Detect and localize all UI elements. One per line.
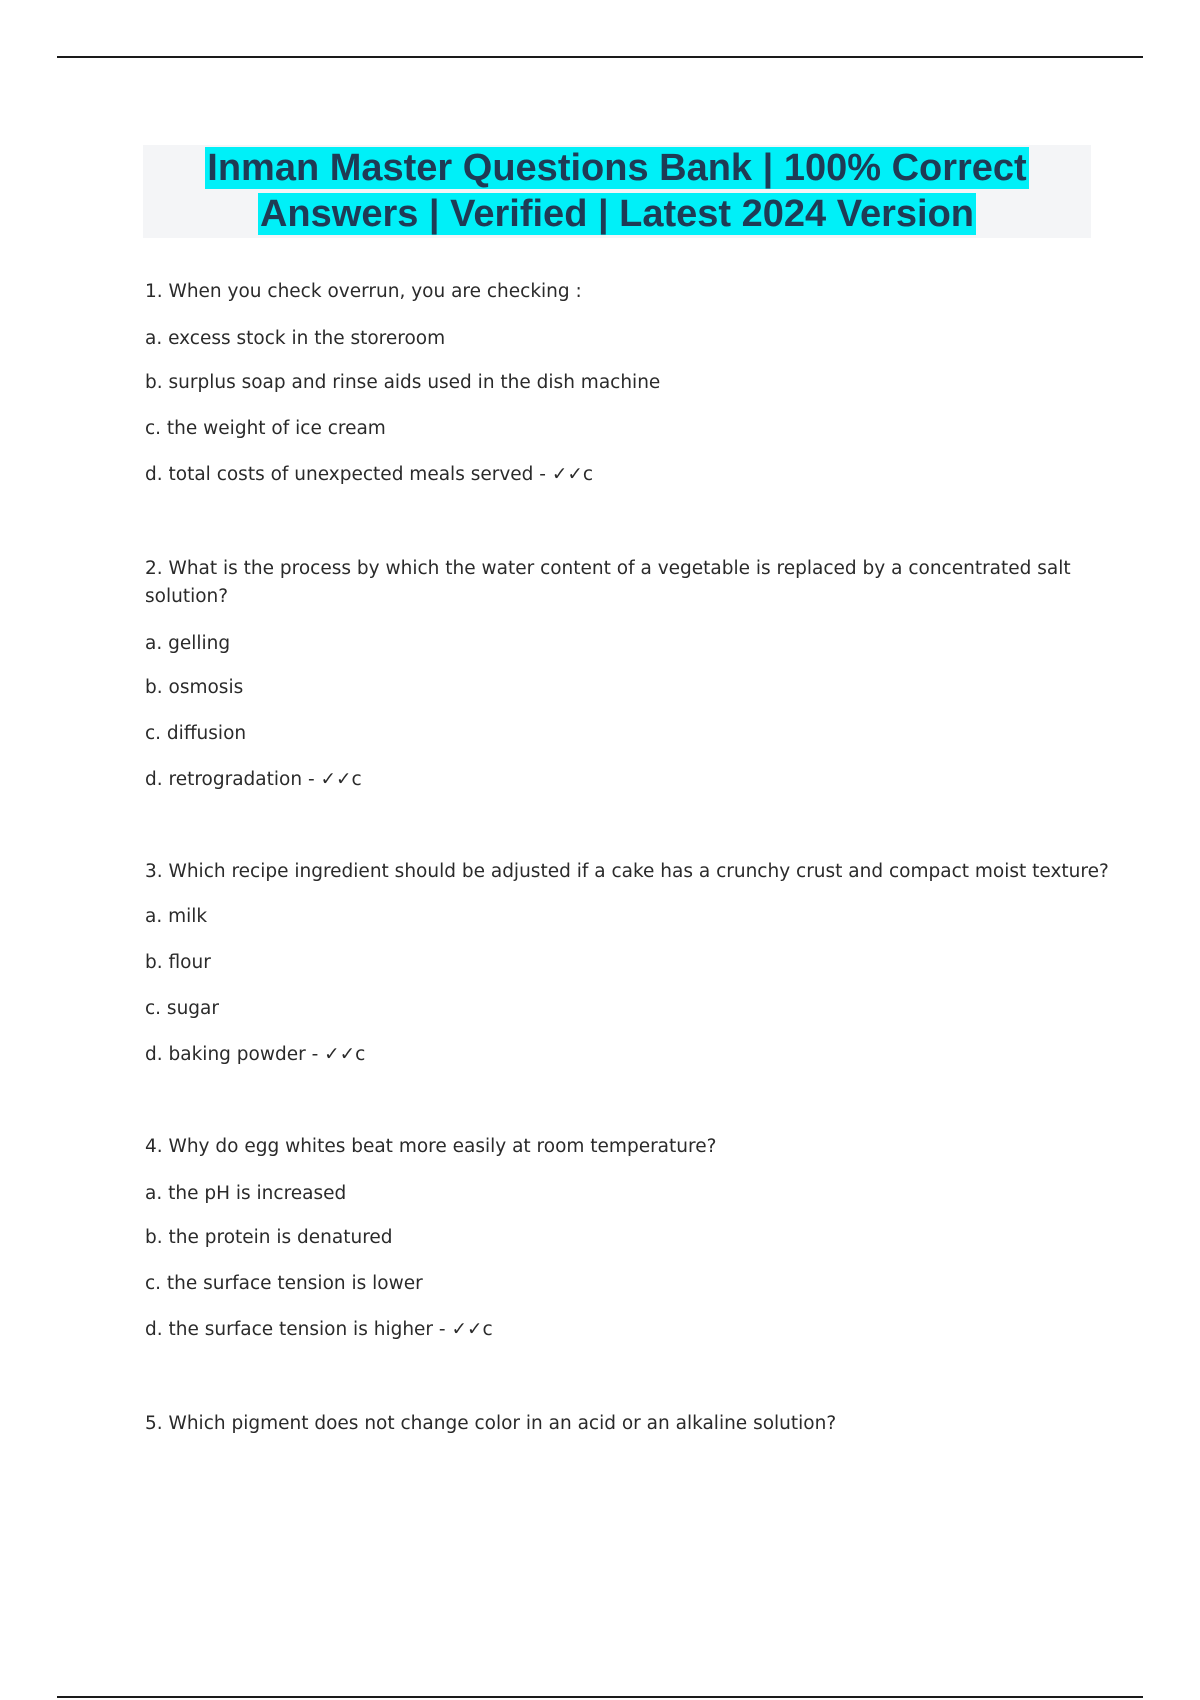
title-banner xyxy=(143,145,1091,238)
question-2-text: 2. What is the process by which the water content of a vegetable is replaced by a concentrated salt solution? xyxy=(145,558,1071,607)
question-1-option-d: d. total costs of unexpected meals served - ✓✓c xyxy=(145,464,594,485)
question-3-option-d: d. baking powder - ✓✓c xyxy=(145,1044,366,1065)
question-3-text: 3. Which recipe ingredient should be adjusted if a cake has a crunchy crust and compact moist texture? xyxy=(145,861,1109,882)
question-2-option-b: b. osmosis xyxy=(145,677,244,698)
question-3-option-a: a. milk xyxy=(145,906,208,927)
question-4-option-b: b. the protein is denatured xyxy=(145,1227,393,1248)
question-4-option-c: c. the surface tension is lower xyxy=(145,1273,423,1294)
question-5-text: 5. Which pigment does not change color in an acid or an alkaline solution? xyxy=(145,1413,837,1434)
question-2-option-d: d. retrogradation - ✓✓c xyxy=(145,769,362,790)
question-2-option-a: a. gelling xyxy=(145,633,231,654)
question-1-text: 1. When you check overrun, you are checking : xyxy=(145,281,582,302)
question-1-option-c: c. the weight of ice cream xyxy=(145,418,386,439)
question-4-option-a: a. the pH is increased xyxy=(145,1183,347,1204)
question-4-text: 4. Why do egg whites beat more easily at room temperature? xyxy=(145,1136,717,1157)
page-title: Inman Master Questions Bank | 100% Correct Answers | Verified | Latest 2024 Version xyxy=(207,147,1027,235)
question-2-option-c: c. diffusion xyxy=(145,723,247,744)
bottom-divider xyxy=(57,1696,1143,1698)
question-3-option-b: b. flour xyxy=(145,952,211,973)
top-divider xyxy=(57,56,1143,58)
question-3-option-c: c. sugar xyxy=(145,998,219,1019)
question-1-option-b: b. surplus soap and rinse aids used in the dish machine xyxy=(145,372,661,393)
question-1-option-a: a. excess stock in the storeroom xyxy=(145,328,446,349)
question-4-option-d: d. the surface tension is higher - ✓✓c xyxy=(145,1319,493,1340)
